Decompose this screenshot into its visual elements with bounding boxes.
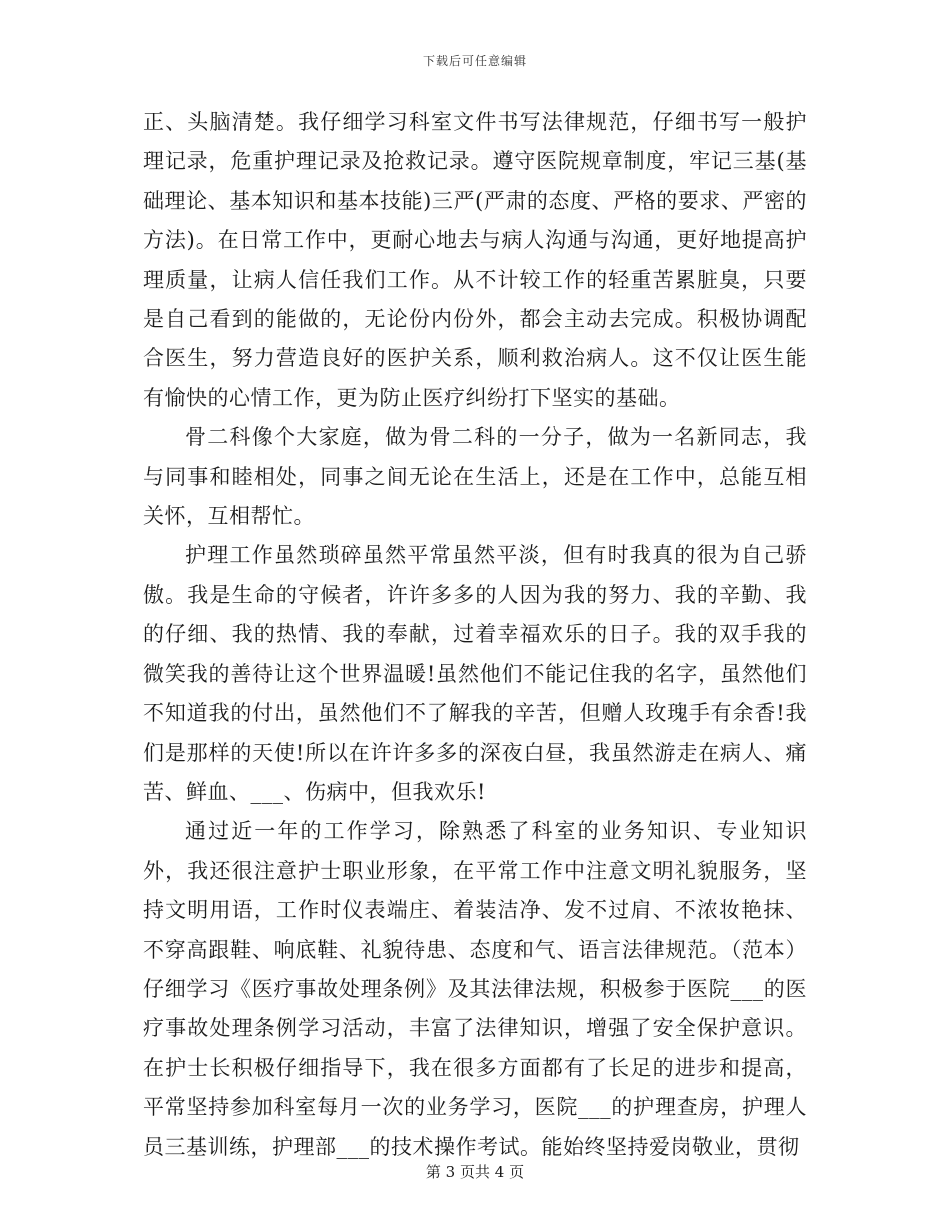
paragraph-3: 护理工作虽然琐碎虽然平常虽然平淡，但有时我真的很为自己骄傲。我是生命的守候者，许许多多的人因为我的努力、我的辛勤、我的仔细、我的热情、我的奉献，过着幸福欢乐的日子。我的双手我的微笑我的善待让这个世界温暖!虽然他们不能记住我的名字，虽然他们不知道我的付出，虽然他们不了解我的辛苦，但赠人玫瑰手有余香!我们是那样的天使!所以在许许多多的深夜白昼，我虽然游走在病人、痛苦、鲜血、___、伤病中，但我欢乐! bbox=[143, 543, 807, 804]
page-number: 第 3 页共 4 页 bbox=[425, 1163, 525, 1181]
paragraph-1: 正、头脑清楚。我仔细学习科室文件书写法律规范，仔细书写一般护理记录，危重护理记录及抢救记录。遵守医院规章制度，牢记三基(基础理论、基本知识和基本技能)三严(严肃的态度、严格的要求、严密的方法)。在日常工作中，更耐心地去与病人沟通与沟通，更好地提高护理质量，让病人信任我们工作。从不计较工作的轻重苦累脏臭，只要是自己看到的能做的，无论份内份外，都会主动去完成。积极协调配合医生，努力营造良好的医护关系，顺利救治病人。这不仅让医生能有愉快的心情工作，更为防止医疗纠纷打下坚实的基础。 bbox=[143, 110, 807, 410]
page-header: 下载后可任意编辑 bbox=[422, 54, 527, 68]
paragraph-2: 骨二科像个大家庭，做为骨二科的一分子，做为一名新同志，我与同事和睦相处，同事之间无论在生活上，还是在工作中，总能互相关怀，互相帮忙。 bbox=[143, 425, 807, 529]
paragraph-4: 通过近一年的工作学习，除熟悉了科室的业务知识、专业知识外，我还很注意护士职业形象，在平常工作中注意文明礼貌服务，坚持文明用语，工作时仪表端庄、着装洁净、发不过肩、不浓妆艳抹、不穿高跟鞋、响底鞋、礼貌待患、态度和气、语言法律规范。（范本）仔细学习《医疗事故处理条例》及其法律法规，积极参于医院___的医疗事故处理条例学习活动，丰富了法律知识，增强了安全保护意识。在护士长积极仔细指导下，我在很多方面都有了长足的进步和提高，平常坚持参加科室每月一次的业务学习，医院___的护理查房，护理人员三基训练，护理部___的技术操作考试。能始终坚持爱岗敬业，贯彻 bbox=[143, 819, 807, 1159]
document-body bbox=[143, 103, 807, 1167]
